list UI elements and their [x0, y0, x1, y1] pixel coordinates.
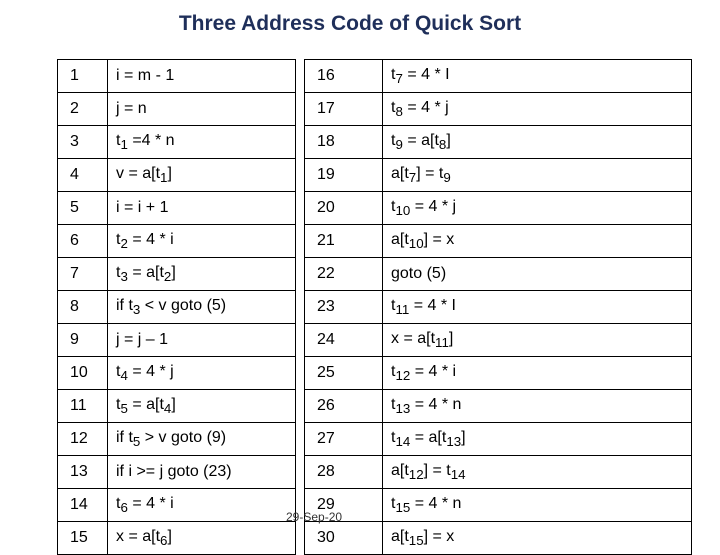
- line-number: 23: [305, 291, 383, 324]
- code-statement: $t_{11} = 4 * I$: [383, 291, 692, 324]
- table-row: [305, 324, 692, 357]
- code-statement: i = i + 1: [108, 192, 296, 225]
- code-statement: if $t_3 < v$ goto (5): [108, 291, 296, 324]
- line-number: 13: [58, 456, 108, 489]
- code-statement: $a[t_{10}] = x$: [383, 225, 692, 258]
- line-number: 4: [58, 159, 108, 192]
- table-row: [305, 159, 692, 192]
- table-row: [58, 489, 296, 522]
- date-footer: 29-Sep-20: [286, 510, 343, 524]
- line-number: 14: [58, 489, 108, 522]
- line-number: 29: [305, 489, 383, 522]
- line-number: 1: [58, 60, 108, 93]
- line-number: 12: [58, 423, 108, 456]
- table-row: [58, 390, 296, 423]
- table-row: [58, 159, 296, 192]
- line-number: 24: [305, 324, 383, 357]
- table-row: [58, 357, 296, 390]
- table-row: [58, 423, 296, 456]
- table-row: [305, 225, 692, 258]
- code-statement: $a[t_7] = t_9$: [383, 159, 692, 192]
- line-number: 5: [58, 192, 108, 225]
- table-row: [58, 291, 296, 324]
- table-row: [58, 324, 296, 357]
- code-statement: $t_5 = a[t_4]$: [108, 390, 296, 423]
- line-number: 27: [305, 423, 383, 456]
- table-row: [305, 390, 692, 423]
- code-statement: $x = a[t_6]$: [108, 522, 296, 555]
- table-row: [305, 456, 692, 489]
- line-number: 16: [305, 60, 383, 93]
- table-row: [305, 258, 692, 291]
- code-statement: $t_{14} = a[t_{13}]$: [383, 423, 692, 456]
- code-table-left: [57, 59, 296, 555]
- line-number: 26: [305, 390, 383, 423]
- code-statement: $t_4 = 4 * j$: [108, 357, 296, 390]
- line-number: 17: [305, 93, 383, 126]
- line-number: 7: [58, 258, 108, 291]
- table-row: [305, 522, 692, 555]
- code-statement: $a[t_{15}] = x$: [383, 522, 692, 555]
- table-row: [305, 489, 692, 522]
- code-statement: $t_6 = 4 * i$: [108, 489, 296, 522]
- line-number: 11: [58, 390, 108, 423]
- line-number: 25: [305, 357, 383, 390]
- line-number: 22: [305, 258, 383, 291]
- code-statement: j = j – 1: [108, 324, 296, 357]
- line-number: 9: [58, 324, 108, 357]
- table-row: [58, 93, 296, 126]
- table-row: [305, 60, 692, 93]
- line-number: 3: [58, 126, 108, 159]
- table-row: [58, 456, 296, 489]
- line-number: 20: [305, 192, 383, 225]
- line-number: 30: [305, 522, 383, 555]
- code-statement: if $t_5 > v$ goto (9): [108, 423, 296, 456]
- line-number: 2: [58, 93, 108, 126]
- table-row: [58, 192, 296, 225]
- code-statement: $t_3 = a[t_2]$: [108, 258, 296, 291]
- table-row: [58, 225, 296, 258]
- code-statement: $t_9 = a[t_8]$: [383, 126, 692, 159]
- code-statement: i = m - 1: [108, 60, 296, 93]
- line-number: 10: [58, 357, 108, 390]
- table-row: [58, 60, 296, 93]
- code-statement: $t_7 = 4 * I$: [383, 60, 692, 93]
- code-statement: j = n: [108, 93, 296, 126]
- table-row: [58, 126, 296, 159]
- code-statement: $t_1 =4 * n$: [108, 126, 296, 159]
- line-number: 15: [58, 522, 108, 555]
- table-row: [305, 423, 692, 456]
- table-row: [305, 126, 692, 159]
- code-statement: $t_{13} = 4 * n$: [383, 390, 692, 423]
- table-row: [305, 93, 692, 126]
- code-statement: if i >= j goto (23): [108, 456, 296, 489]
- code-statement: $a[t_{12}] = t_{14}$: [383, 456, 692, 489]
- slide-title: Three Address Code of Quick Sort: [178, 12, 522, 35]
- table-row: [305, 192, 692, 225]
- line-number: 18: [305, 126, 383, 159]
- table-row: [305, 291, 692, 324]
- code-statement: $x = a[t_{11}]$: [383, 324, 692, 357]
- line-number: 19: [305, 159, 383, 192]
- line-number: 6: [58, 225, 108, 258]
- code-statement: $t_{10} = 4 * j$: [383, 192, 692, 225]
- code-statement: goto (5): [383, 258, 692, 291]
- line-number: 8: [58, 291, 108, 324]
- line-number: 28: [305, 456, 383, 489]
- code-statement: $t_{15} = 4 * n$: [383, 489, 692, 522]
- code-statement: $t_2 = 4 * i$: [108, 225, 296, 258]
- table-row: [58, 522, 296, 555]
- code-statement: $t_8 = 4 * j$: [383, 93, 692, 126]
- code-statement: $t_{12} = 4 * i$: [383, 357, 692, 390]
- code-table-right: [304, 59, 692, 555]
- table-row: [305, 357, 692, 390]
- table-row: [58, 258, 296, 291]
- code-statement: $v = a[t_1]$: [108, 159, 296, 192]
- line-number: 21: [305, 225, 383, 258]
